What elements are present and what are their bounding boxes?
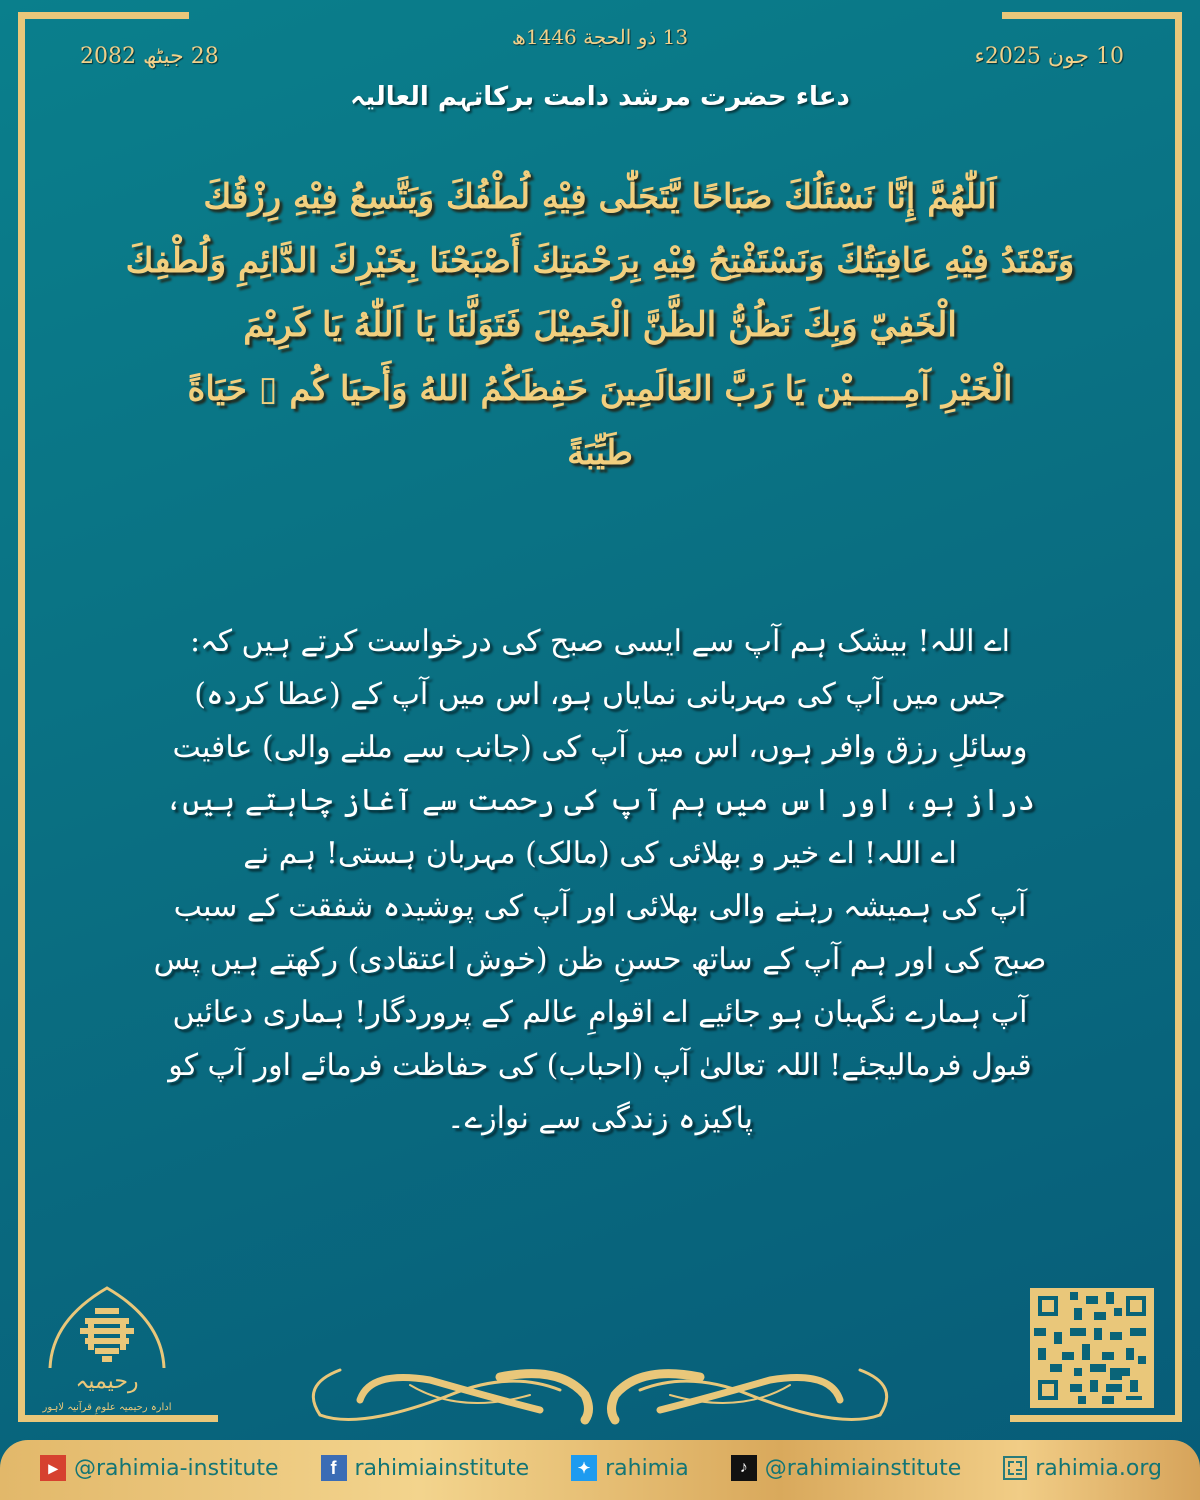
frame-top-left [18, 12, 189, 19]
frame-bottom-right [1010, 1415, 1182, 1422]
social-twitter[interactable] [571, 1455, 689, 1481]
youtube-icon: ▸ [40, 1455, 66, 1481]
arabic-line: الْخَفِيّ وَبِكَ نَظُنُّ الظَّنَّ الْجَمِيْلَ فَتَوَلَّنَا يَا اَللّٰهُ يَا كَرِيْمَ [243, 305, 957, 345]
social-facebook[interactable] [321, 1455, 530, 1481]
social-website[interactable] [1003, 1456, 1162, 1481]
social-youtube[interactable] [40, 1455, 279, 1481]
arabic-dua [70, 165, 1130, 485]
frame-right [1175, 12, 1182, 1422]
decorative-ornament [300, 1365, 900, 1425]
svg-text:رحیمیہ: رحیمیہ [75, 1369, 139, 1394]
logo-dome-icon [40, 1280, 175, 1420]
social-tiktok[interactable] [731, 1455, 962, 1481]
website-icon [1003, 1456, 1027, 1480]
arabic-line: اَللّٰهُمَّ إِنَّا نَسْئَلُكَ صَبَاحًا يَّتَجَلّٰى فِيْهِ لُطْفُكَ وَيَتَّسِعُ فِيْهِ رِزْقُكَ [203, 177, 997, 217]
qr-code-icon [1030, 1288, 1154, 1408]
social-label: rahimia [605, 1455, 689, 1481]
qr-code[interactable] [1030, 1288, 1154, 1408]
gregorian-date: 10 جون 2025ء [974, 44, 1124, 69]
social-label: rahimiainstitute [354, 1455, 530, 1481]
flourish-icon [300, 1365, 900, 1425]
urdu-line: آپ ہمارے نگہبان ہو جائیے اے اقوامِ عالم کے پروردگار! ہماری دعائیں [172, 995, 1028, 1030]
frame-left [18, 12, 25, 1422]
facebook-icon: f [321, 1455, 347, 1481]
urdu-line: قبول فرمالیجئے! اللہ تعالیٰ آپ (احباب) کی حفاظت فرمائے اور آپ کو [168, 1048, 1032, 1083]
urdu-line: جس میں آپ کی مہربانی نمایاں ہو، اس میں آپ کے (عطا کردہ) [194, 677, 1006, 712]
tiktok-icon: ♪ [731, 1455, 757, 1481]
urdu-line: اے اللہ! بیشک ہم آپ سے ایسی صبح کی درخواست کرتے ہیں کہ: [190, 624, 1010, 659]
bikrami-date: 28 جیٹھ 2082 [80, 44, 219, 69]
twitter-icon: ✦ [571, 1455, 597, 1481]
urdu-translation [120, 615, 1080, 1145]
social-label: @rahimia-institute [74, 1455, 279, 1481]
frame-top-right [1002, 12, 1182, 19]
rahimia-logo [40, 1280, 175, 1420]
urdu-line: دراز ہو، اور اس میں ہم آپ کی رحمت سے آغاز چاہتے ہیں، [164, 783, 1036, 818]
hijri-date: 13 ذو الحجة 1446ھ [511, 25, 689, 49]
social-label: rahimia.org [1035, 1455, 1162, 1481]
page-title: دعاء حضرت مرشد دامت برکاتہم العالیہ [350, 82, 850, 112]
social-footer [0, 1440, 1200, 1500]
arabic-line: طَيِّبَةً [567, 433, 633, 473]
svg-text:ادارہ رحیمیہ علومِ قرآنیہ لاہو: ادارہ رحیمیہ علومِ قرآنیہ لاہور [42, 1402, 172, 1413]
urdu-line: آپ کی ہمیشہ رہنے والی بھلائی اور آپ کی پوشیدہ شفقت کے سبب [173, 889, 1027, 924]
urdu-line: صبح کی اور ہم آپ کے ساتھ حسنِ ظن (خوش اعتقادی) رکھتے ہیں پس [153, 942, 1047, 977]
urdu-line: پاکیزہ زندگی سے نوازے۔ [447, 1101, 753, 1136]
social-label: @rahimiainstitute [764, 1455, 962, 1481]
urdu-line: وسائلِ رزق وافر ہوں، اس میں آپ کی (جانب سے ملنے والی) عافیت [172, 730, 1028, 765]
arabic-line: الْخَيْرِ آمِـــــيْن يَا رَبَّ العَالَمِينَ حَفِظَكُمُ اللهُ وَأَحيَا كُم ▯ حَيَاةً [187, 369, 1013, 409]
urdu-line: اے اللہ! اے خیر و بھلائی کی (مالک) مہربان ہستی! ہم نے [243, 836, 957, 871]
arabic-line: وَتَمْتَدُ فِيْهِ عَافِيَتُكَ وَنَسْتَفْتِحُ فِيْهِ بِرَحْمَتِكَ أَصْبَحْنَا بِخَيْرِكَ الدَّائِمِ وَلُطْفِكَ [125, 241, 1075, 281]
